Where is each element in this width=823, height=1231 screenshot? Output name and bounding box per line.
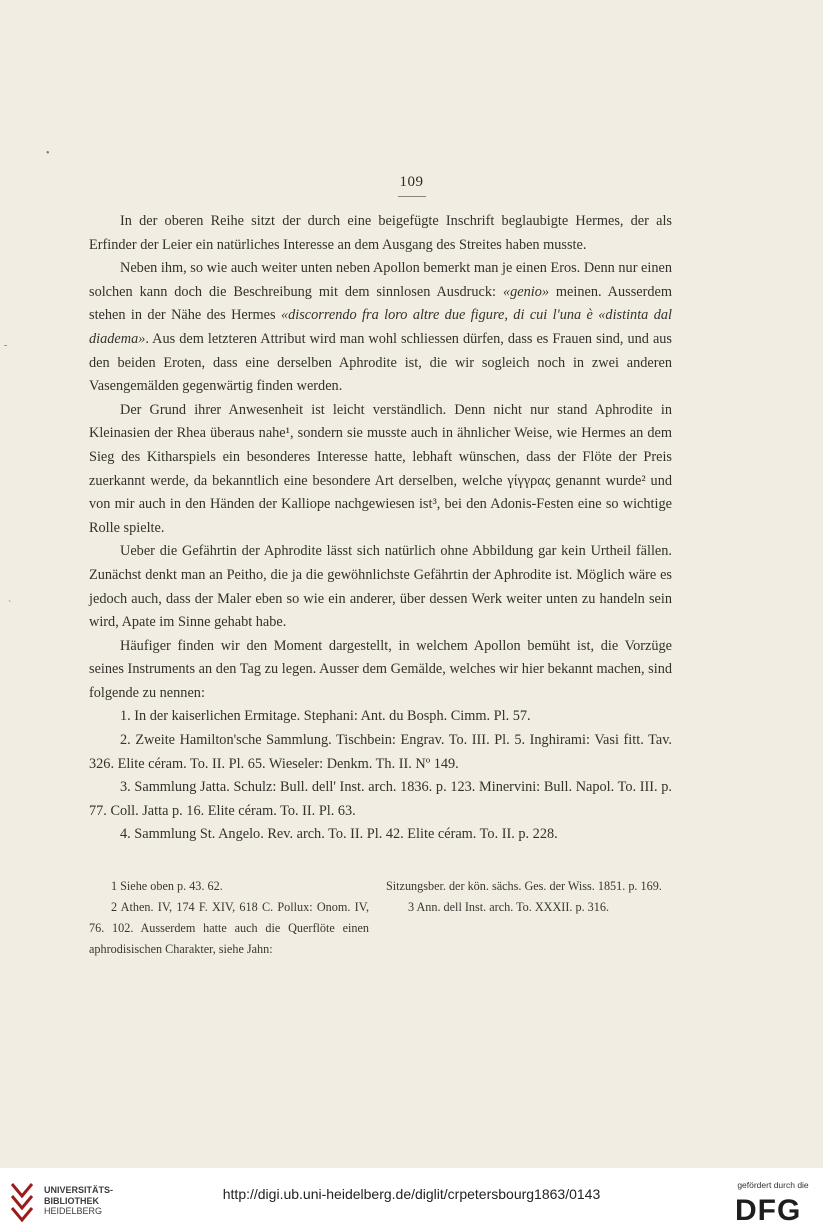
footnotes-left — [89, 876, 369, 960]
dfg-logo-icon[interactable]: DFG — [735, 1194, 802, 1227]
scan-speck: - — [4, 340, 8, 351]
library-name-line: UNIVERSITÄTS- — [44, 1185, 114, 1195]
paragraph-text: . Aus dem letzteren Attribut wird man wohl schliessen dürfen, dass es Frauen sind, und aus den beiden Eroten, dass eine derselben Aphrodite ist, die wir sogleich noch in zwei anderen Vasengemälden gegenwärtig finden werden. — [89, 330, 672, 395]
footnote: 1 Siehe oben p. 43. 62. — [111, 879, 223, 893]
paragraph: Ueber die Gefährtin der Aphrodite lässt sich natürlich ohne Abbildung gar kein Urtheil fällen. Zunächst denkt man an Peitho, die ja die gewöhnlichste Gefährtin der Aphrodite ist. Möglich wäre es jedoch auch, dass der Maler eben so wie ein anderer, über dessen Werk weiter unten zu handeln sein wird, Apate im Sinne gehabt habe. — [89, 543, 672, 631]
footnote: Sitzungsber. der kön. sächs. Ges. der Wiss. 1851. p. 169. — [386, 879, 662, 893]
list-item: 2. Zweite Hamilton'sche Sammlung. Tischbein: Engrav. To. III. Pl. 5. Inghirami: Vasi fitt. Tav. 326. Elite céram. To. II. Pl. 65. Wieseler: Denkm. Th. II. Nº 149. — [89, 732, 672, 772]
paragraph: Häufiger finden wir den Moment dargestellt, in welchem Apollon bemüht ist, die Vorzüge seines Instruments an den Tag zu legen. Ausser dem Gemälde, welches wir hier bekannt machen, sind folgende zu nennen: — [89, 637, 672, 701]
footnote: 3 Ann. dell Inst. arch. To. XXXII. p. 316. — [408, 900, 610, 914]
italic-quote: «genio» — [502, 283, 549, 300]
body-text — [89, 210, 672, 847]
paragraph: Der Grund ihrer Anwesenheit ist leicht verständlich. Denn nicht nur stand Aphrodite in Kleinasien der Rhea überaus nahe¹, sondern sie musste auch in ähnlicher Weise, wie Hermes an dem Sieg des Kitharspiels ein besonderes Interesse hatte, lebhaft wünschen, dass der Flöte der Preis zuerkannt werde, da bekanntlich eine besondere Art derselben, welche γίγγρας genannt wurde² und von mir auch in den Händen der Kalliope nachgewiesen ist³, bei den Adonis-Festen eine so wichtige Rolle spielte. — [89, 401, 672, 536]
list-item: 3. Sammlung Jatta. Schulz: Bull. dell' Inst. arch. 1836. p. 123. Minervini: Bull. Napol. To. III. p. 77. Coll. Jatta p. 16. Elite céram. To. II. Pl. 63. — [89, 779, 672, 819]
list-item: 4. Sammlung St. Angelo. Rev. arch. To. II. Pl. 42. Elite céram. To. II. p. 228. — [120, 826, 558, 843]
paragraph: In der oberen Reihe sitzt der durch eine beigefügte Inschrift beglaubigte Hermes, der als Erfinder der Leier ein natürliches Interesse an dem Ausgang des Streites haben musste. — [89, 213, 672, 253]
paragraph-text: meinen. Ausserdem stehen in der Nähe des Hermes — [89, 283, 672, 324]
list-item: 1. In der kaiserlichen Ermitage. Stephani: Ant. du Bosph. Cimm. Pl. 57. — [120, 708, 531, 725]
funder-label: gefördert durch die — [737, 1180, 809, 1190]
page-number-rule — [398, 196, 426, 197]
scan-speck: ` — [8, 600, 12, 611]
library-name-line: BIBLIOTHEK — [44, 1195, 99, 1206]
italic-quote: «discorrendo fra loro altre due figure, di cui l'una è «distinta dal diadema» — [89, 307, 672, 347]
footnote: 2 Athen. IV, 174 F. XIV, 618 C. Pollux: Onom. IV, 76. 102. Ausserdem hatte auch die Querflöte einen aphrodisischen Charakter, siehe Jahn: — [89, 900, 369, 956]
permalink-url[interactable]: http://digi.ub.uni-heidelberg.de/diglit/crpetersbourg1863/0143 — [222, 1186, 601, 1202]
library-name-line: HEIDELBERG — [44, 1206, 103, 1216]
footnotes-right — [386, 876, 672, 918]
scan-speck: • — [46, 148, 50, 159]
paragraph-text: Neben ihm, so wie auch weiter unten neben Apollon bemerkt man je einen Eros. Denn nur einen solchen kann doch die Beschreibung mit dem sinnlosen Ausdruck: — [89, 260, 672, 300]
paragraph — [89, 257, 672, 399]
page-number: 109 — [399, 174, 424, 190]
